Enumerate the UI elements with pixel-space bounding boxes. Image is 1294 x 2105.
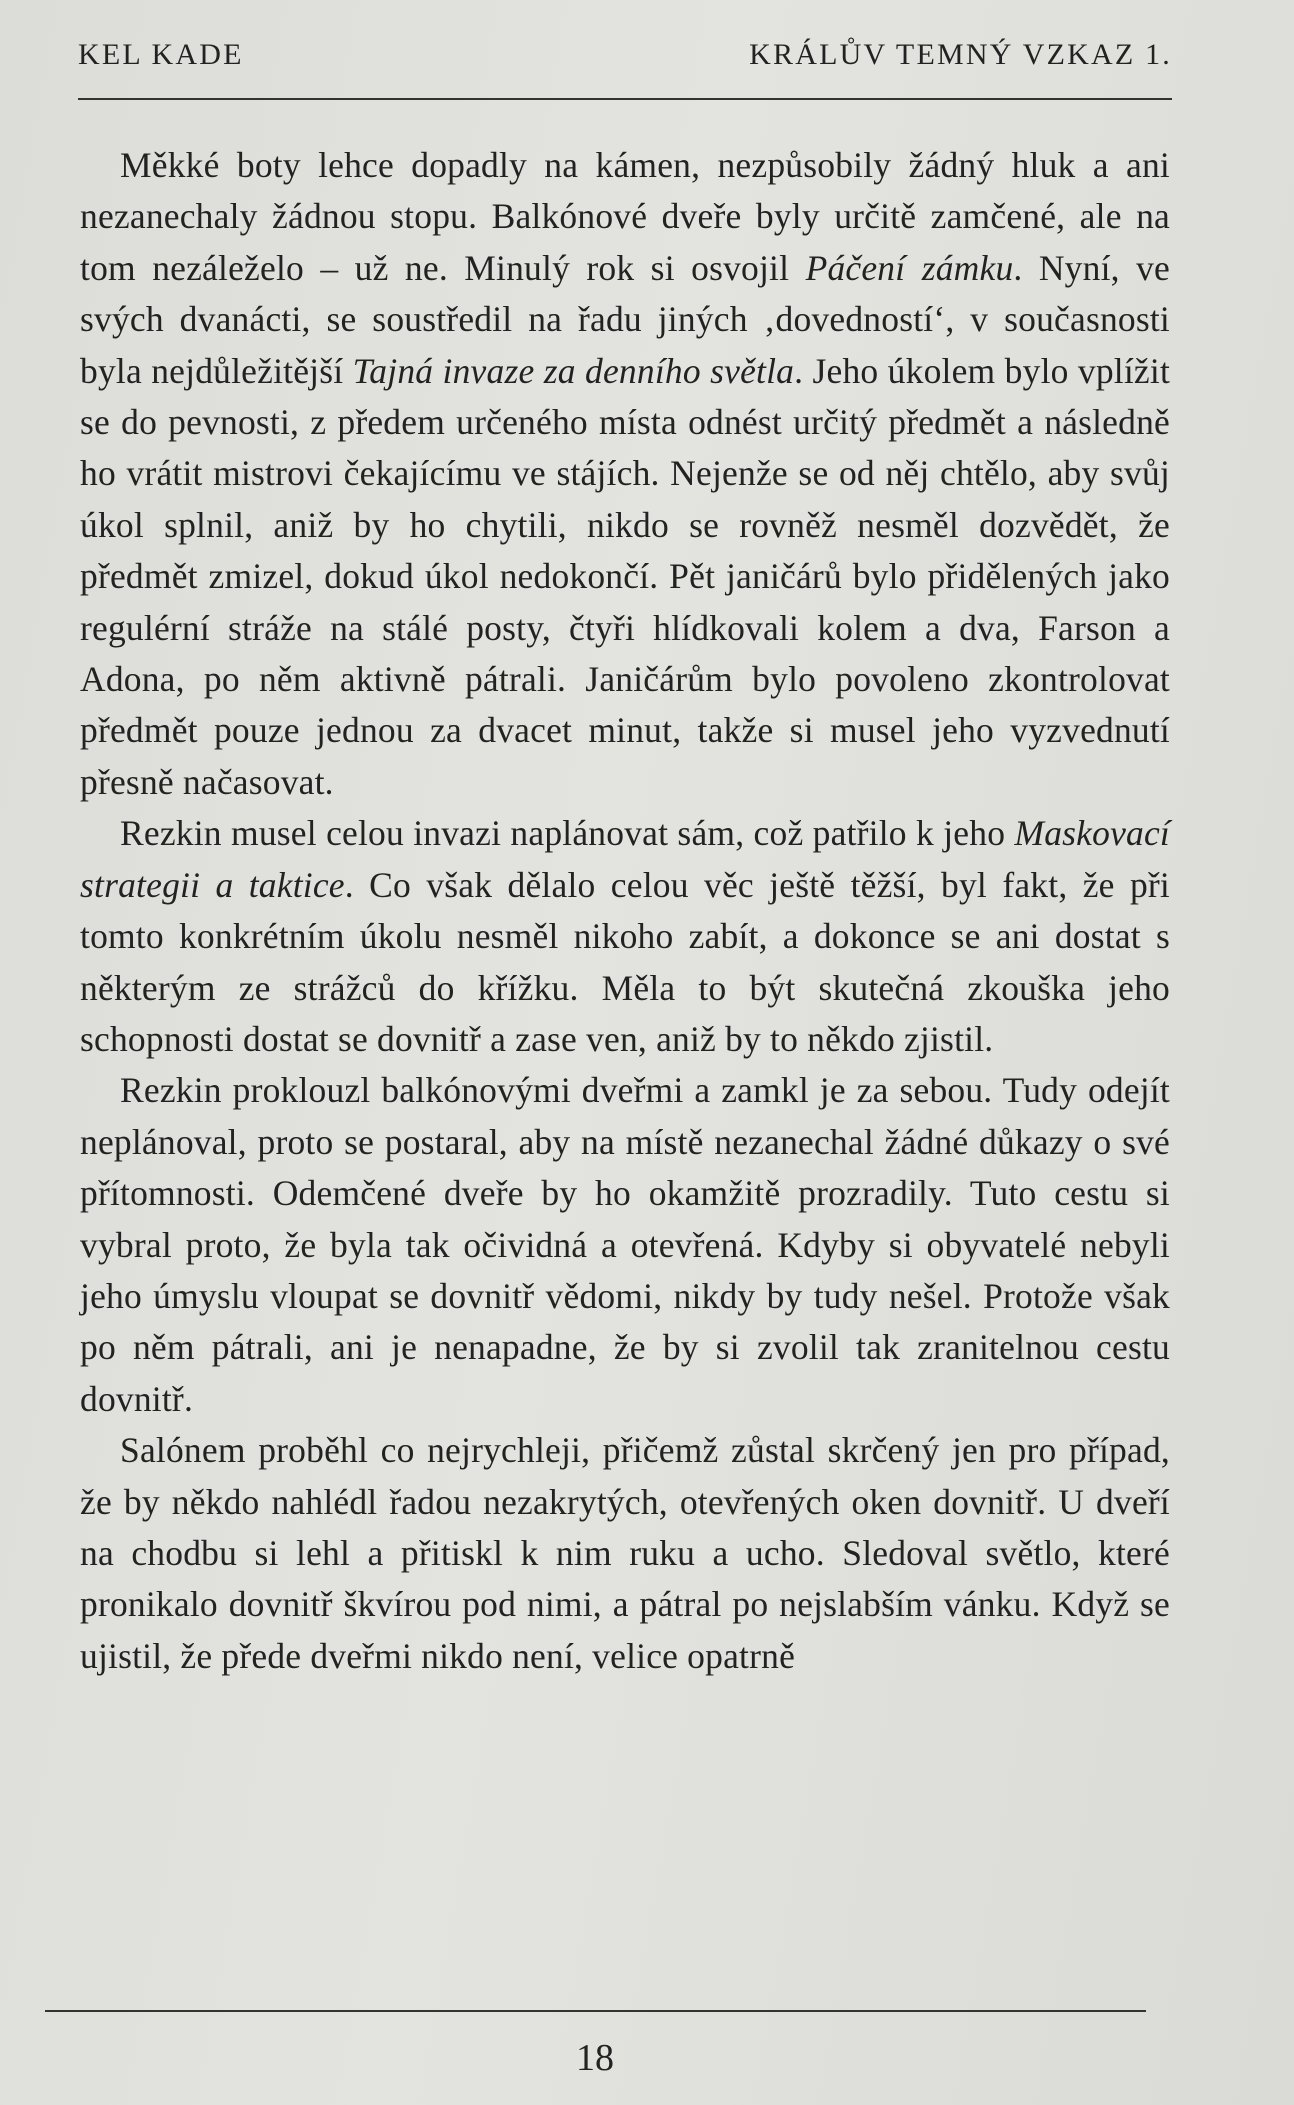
paragraph: Měkké boty lehce dopadly na kámen, nezpůsobily žádný hluk a ani nezanechaly žádnou stopu. Balkónové dveře byly určitě zamčené, ale na tom nezáleželo – už ne. Minulý rok si osvojil Páčení zámku. Nyní, ve svých dvanácti, se soustředil na řadu jiných ‚dovedností‘, v současnosti byla nejdůležitější Tajná invaze za denního světla. Jeho úkolem bylo vplížit se do pevnosti, z předem určeného místa odnést určitý předmět a následně ho vrátit mistrovi čekajícímu ve stájích. Nejenže se od něj chtělo, aby svůj úkol splnil, aniž by ho chytili, nikdo se rovněž nesměl dozvědět, že předmět zmizel, dokud úkol nedokončí. Pět janičárů bylo přidělených jako regulérní stráže na stálé posty, čtyři hlídkovali kolem a dva, Farson a Adona, po něm aktivně pátrali. Janičárům bylo povoleno zkontrolovat předmět pouze jednou za dvacet minut, takže si musel jeho vyzvednutí přesně načasovat.	[80, 145, 1171, 802]
body-text	[80, 140, 1170, 1682]
footer-rule	[45, 2010, 1146, 2012]
paragraph: Rezkin musel celou invazi naplánovat sám, což patřilo k jeho Maskovací strategii a taktice. Co však dělalo celou věc ještě těžší, byl fakt, že při tomto konkrétním úkolu nesměl nikoho zabít, a dokonce se ani dostat s některým ze strážců do křížku. Měla to být skutečná zkouška jeho schopnosti dostat se dovnitř a zase ven, aniž by to někdo zjistil.	[80, 813, 1170, 1059]
header-rule	[78, 98, 1172, 100]
running-header	[78, 38, 1172, 72]
header-author: KEL KADE	[78, 38, 244, 71]
header-book-title: KRÁLŮV TEMNÝ VZKAZ 1.	[749, 38, 1172, 71]
paragraph: Rezkin proklouzl balkónovými dveřmi a zamkl je za sebou. Tudy odejít neplánoval, proto se postaral, aby na místě nezanechal žádné důkazy o své přítomnosti. Odemčené dveře by ho okamžitě prozradily. Tuto cestu si vybral proto, že byla tak očividná a otevřená. Kdyby si obyvatelé nebyli jeho úmyslu vloupat se dovnitř vědomi, nikdy by tudy nešel. Protože však po něm pátrali, ani je nenapadne, že by si zvolil tak zranitelnou cestu dovnitř.	[80, 1070, 1170, 1419]
paragraph: Salónem proběhl co nejrychleji, přičemž zůstal skrčený jen pro případ, že by někdo nahlédl řadou nezakrytých, otevřených oken dovnitř. U dveří na chodbu si lehl a přitiskl k nim ruku a ucho. Sledoval světlo, které pronikalo dovnitř škvírou pod nimi, a pátral po nejslabším vánku. Když se ujistil, že přede dveřmi nikdo není, velice opatrně	[80, 1430, 1170, 1676]
page-number: 18	[576, 2037, 614, 2079]
